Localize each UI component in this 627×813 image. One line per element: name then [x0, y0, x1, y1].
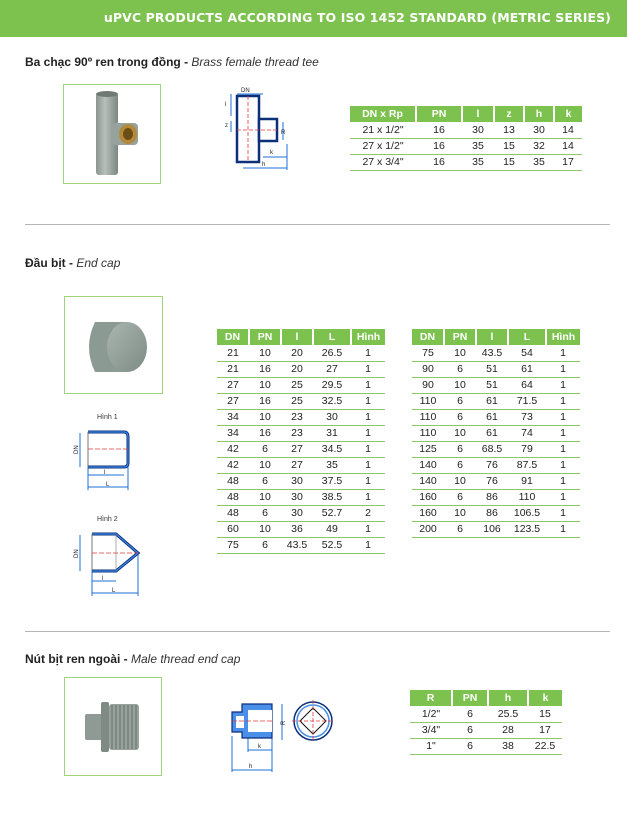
- col-header: k: [554, 106, 582, 122]
- label-k: k: [258, 744, 261, 750]
- figure-1-caption: Hình 1: [97, 414, 118, 421]
- end-cap-spec-table-right: [412, 329, 580, 538]
- table-row: 110 10 61 74 1: [412, 425, 580, 441]
- label-r: R: [281, 130, 286, 136]
- end-cap-spec-table-left: [217, 329, 385, 554]
- col-header: DN: [412, 329, 444, 345]
- table-row: 27 16 25 32.5 1: [217, 393, 385, 409]
- label-z: z: [225, 123, 228, 129]
- table-header-row: [217, 329, 385, 345]
- table-header-row: [410, 690, 562, 706]
- label-h: h: [262, 162, 266, 168]
- table-row: 42 10 27 35 1: [217, 457, 385, 473]
- table-row: 125 6 68.5 79 1: [412, 441, 580, 457]
- section-divider: [25, 631, 610, 632]
- label-dn: DN: [241, 88, 250, 94]
- section-title-vi: Đầu bịt: [25, 256, 66, 270]
- tee-photo-icon: [64, 85, 159, 182]
- end-cap-photo-icon: [65, 297, 161, 392]
- figure-2-caption: Hình 2: [97, 516, 118, 523]
- male-thread-cap-photo-icon: [65, 678, 160, 774]
- table-row: 90 6 51 61 1: [412, 361, 580, 377]
- section-title-en: Male thread end cap: [131, 652, 241, 666]
- table-row: 42 6 27 34.5 1: [217, 441, 385, 457]
- table-header-row: [412, 329, 580, 345]
- table-row: 21 x 1/2" 16 30 13 30 14: [350, 122, 582, 138]
- col-header: L: [313, 329, 351, 345]
- table-row: 60 10 36 49 1: [217, 521, 385, 537]
- svg-text:DN: DN: [74, 549, 80, 558]
- male-thread-cap-spec-table: [410, 690, 562, 755]
- col-header: Hình: [546, 329, 580, 345]
- col-header: h: [488, 690, 528, 706]
- section-title-vi: Ba chạc 90º ren trong đồng: [25, 55, 181, 69]
- table-row: 200 6 106 123.5 1: [412, 521, 580, 537]
- table-row: 1" 6 38 22.5: [410, 738, 562, 754]
- section-title-end-cap: Đầu bịt - End cap: [25, 256, 121, 270]
- table-row: 110 6 61 71.5 1: [412, 393, 580, 409]
- section-divider: [25, 224, 610, 225]
- table-row: 90 10 51 64 1: [412, 377, 580, 393]
- header-bar: [0, 0, 627, 37]
- svg-text:L: L: [106, 482, 110, 488]
- table-header-row: [350, 106, 582, 122]
- table-row: 27 x 1/2" 16 35 15 32 14: [350, 138, 582, 154]
- section-title-en: End cap: [76, 256, 121, 270]
- col-header: DN: [217, 329, 249, 345]
- col-header: PN: [444, 329, 476, 345]
- col-header: PN: [249, 329, 281, 345]
- col-header: l: [476, 329, 508, 345]
- label-r: R: [281, 720, 287, 725]
- svg-text:l: l: [104, 470, 106, 476]
- table-row: 75 6 43.5 52.5 1: [217, 537, 385, 553]
- svg-text:DN: DN: [74, 445, 80, 454]
- col-header: R: [410, 690, 452, 706]
- section-title-vi: Nút bịt ren ngoài: [25, 652, 121, 666]
- table-row: 34 10 23 30 1: [217, 409, 385, 425]
- end-cap-figure-1-drawing: [72, 425, 147, 495]
- label-h: h: [249, 764, 253, 770]
- table-row: 48 6 30 52.7 2: [217, 505, 385, 521]
- male-thread-cap-technical-drawing: [230, 700, 342, 775]
- end-cap-product-photo: [64, 296, 163, 394]
- table-row: 48 6 30 37.5 1: [217, 473, 385, 489]
- col-header: PN: [416, 106, 462, 122]
- col-header: l: [281, 329, 313, 345]
- svg-text:L: L: [112, 588, 116, 594]
- table-row: 140 10 76 91 1: [412, 473, 580, 489]
- male-thread-cap-product-photo: [64, 677, 162, 776]
- table-row: 27 10 25 29.5 1: [217, 377, 385, 393]
- table-row: 34 16 23 31 1: [217, 425, 385, 441]
- table-row: 75 10 43.5 54 1: [412, 345, 580, 361]
- page-title: uPVC PRODUCTS ACCORDING TO ISO 1452 STANDARD (METRIC SERIES): [103, 10, 611, 25]
- tee-product-photo: [63, 84, 161, 184]
- table-row: 27 x 3/4" 16 35 15 35 17: [350, 154, 582, 170]
- table-row: 21 10 20 26.5 1: [217, 345, 385, 361]
- label-k: k: [270, 150, 273, 156]
- table-row: 160 10 86 106.5 1: [412, 505, 580, 521]
- col-header: Hình: [351, 329, 385, 345]
- label-l: l: [225, 102, 227, 108]
- section-title-tee: Ba chạc 90º ren trong đồng - Brass female thread tee: [25, 55, 319, 69]
- tee-spec-table: [350, 106, 582, 171]
- col-header: PN: [452, 690, 488, 706]
- col-header: L: [508, 329, 546, 345]
- table-row: 3/4" 6 28 17: [410, 722, 562, 738]
- col-header: DN x Rp: [350, 106, 416, 122]
- col-header: h: [524, 106, 554, 122]
- section-title-male-thread-end-cap: Nút bịt ren ngoài - Male thread end cap: [25, 652, 241, 666]
- table-row: 110 6 61 73 1: [412, 409, 580, 425]
- section-title-en: Brass female thread tee: [191, 55, 319, 69]
- col-header: z: [494, 106, 524, 122]
- tee-technical-drawing: [225, 84, 300, 174]
- svg-text:l: l: [102, 576, 104, 582]
- col-header: l: [462, 106, 494, 122]
- end-cap-figure-2-drawing: [72, 527, 147, 599]
- table-row: 48 10 30 38.5 1: [217, 489, 385, 505]
- col-header: k: [528, 690, 562, 706]
- table-row: 140 6 76 87.5 1: [412, 457, 580, 473]
- table-row: 21 16 20 27 1: [217, 361, 385, 377]
- table-row: 1/2" 6 25.5 15: [410, 706, 562, 722]
- table-row: 160 6 86 110 1: [412, 489, 580, 505]
